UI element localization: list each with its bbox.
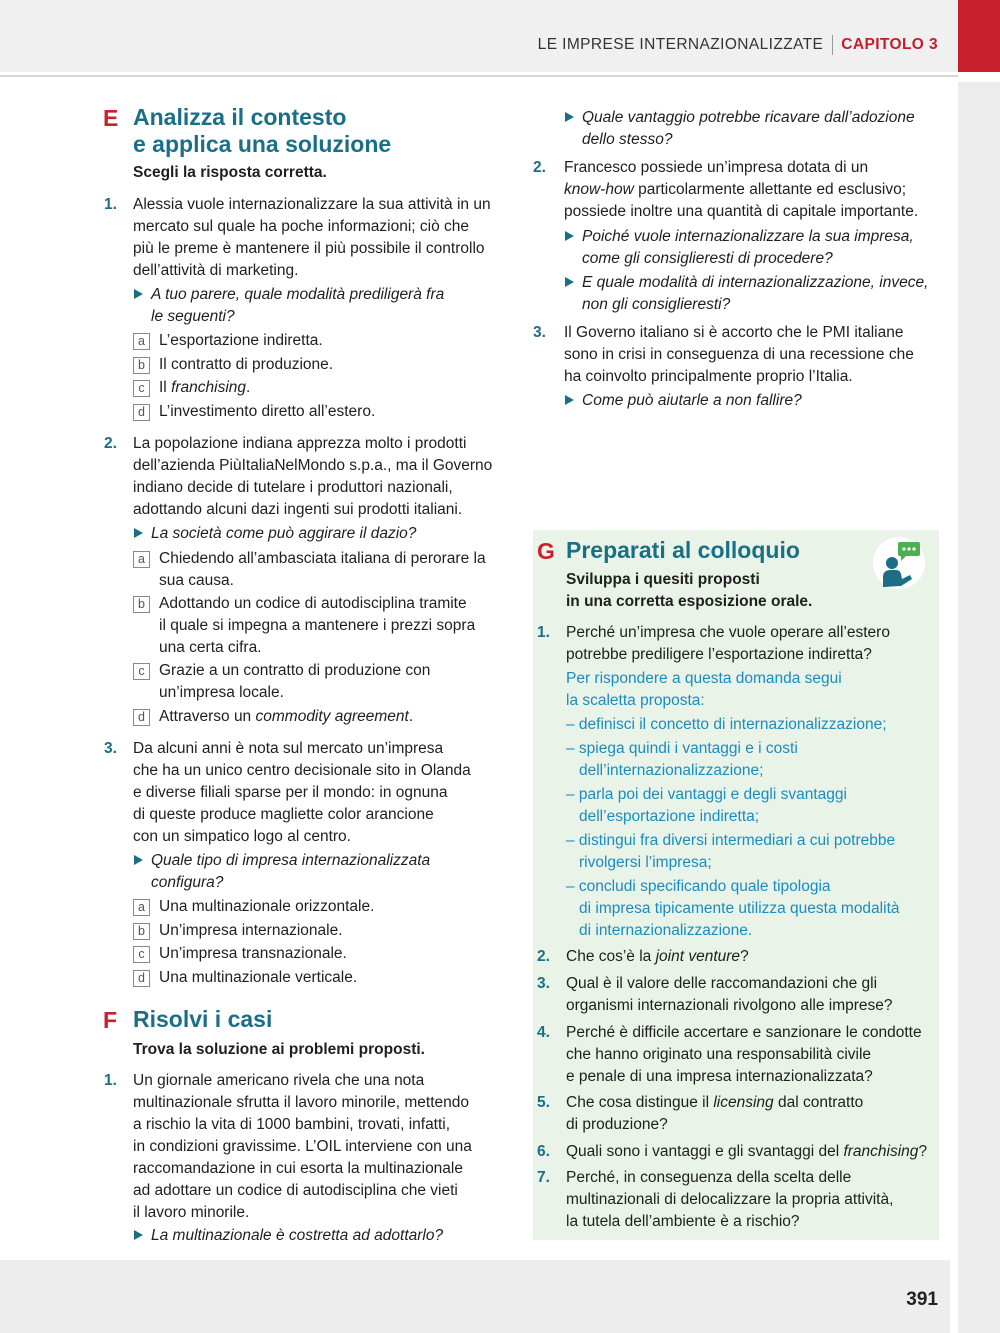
text-span: Quali sono i vantaggi e gli svantaggi del [566, 1143, 844, 1160]
answer-option[interactable] [133, 401, 375, 423]
sub-question [565, 272, 950, 316]
text-line: non gli consiglieresti? [582, 296, 731, 313]
header-rule [0, 75, 958, 77]
answer-option[interactable] [133, 354, 333, 376]
option-text: Una multinazionale orizzontale. [159, 898, 375, 915]
sub-question [134, 523, 514, 545]
question-text [566, 1141, 941, 1163]
text-line: ha coinvolto principalmente proprio l’Italia. [564, 368, 853, 385]
page-number: 391 [906, 1289, 938, 1310]
text-italic: franchising [843, 1143, 919, 1160]
option-key: b [133, 923, 150, 940]
text-line: a rischio la vita di 1000 bambini, trovati, infatti, [133, 1116, 451, 1133]
answer-option[interactable] [133, 377, 250, 399]
text-line: Adottando un codice di autodisciplina tramite [159, 595, 467, 612]
section-letter-f: F [103, 1007, 118, 1033]
option-text: . [408, 708, 414, 725]
option-text: Una multinazionale verticale. [159, 969, 358, 986]
text-italic: licensing [713, 1094, 774, 1111]
section-e-instruction: Scegli la risposta corretta. [133, 164, 327, 181]
option-text: . [246, 379, 251, 396]
text-line: il lavoro minorile. [133, 1204, 250, 1221]
sub-question [134, 284, 514, 328]
chapter-tab [958, 0, 1000, 72]
answer-steps [566, 714, 938, 942]
text-line: e diverse filiali sparse per il mondo: in ognuna [133, 784, 448, 801]
step-line: – parla poi dei vantaggi e degli svantaggi [566, 786, 847, 803]
text-line: raccomandazione in cui esorta la multinazionale [133, 1160, 463, 1177]
text-line: di produzione? [566, 1116, 668, 1133]
answer-option[interactable] [133, 706, 413, 728]
question-text [566, 946, 936, 968]
text-line: dell’attività di marketing. [133, 262, 299, 279]
text-line: Grazie a un contratto di produzione con [159, 662, 431, 679]
section-f-title: Risolvi i casi [133, 1006, 273, 1032]
question-text [133, 1070, 513, 1224]
question-number: 3. [104, 740, 117, 757]
option-key: d [133, 404, 150, 421]
text-span: dal contratto [773, 1094, 864, 1111]
text-line: possiede inoltre una quantità di capitale importante. [564, 203, 919, 220]
text-line: con un simpatico logo al centro. [133, 828, 351, 845]
answer-option[interactable] [133, 967, 357, 989]
text-line: Perché un’impresa che vuole operare all’estero [566, 624, 890, 641]
option-text-italic: franchising [171, 379, 247, 396]
answer-option[interactable] [133, 548, 486, 592]
text-line: Poiché vuole internazionalizzare la sua impresa, [582, 228, 914, 245]
question-text [566, 1022, 946, 1088]
option-key: c [133, 380, 150, 397]
question-number: 2. [533, 159, 546, 176]
answer-option[interactable] [133, 593, 475, 659]
option-key: d [133, 970, 150, 987]
question-text [566, 973, 936, 1017]
option-text: Il contratto di produzione. [159, 356, 334, 373]
text-line: adottando alcuni dazi ingenti sui prodotti italiani. [133, 501, 463, 518]
text-line: Alessia vuole internazionalizzare la sua attività in un [133, 196, 491, 213]
text-italic: know-how [564, 181, 634, 198]
answer-option[interactable] [133, 920, 343, 942]
option-text: Un’impresa internazionale. [159, 922, 343, 939]
option-key: d [133, 709, 150, 726]
text-line: la scaletta proposta: [566, 692, 705, 709]
text-line: La società come può aggirare il dazio? [151, 525, 417, 542]
option-text: L’esportazione indiretta. [159, 332, 323, 349]
question-number: 2. [104, 435, 117, 452]
sub-question [134, 850, 514, 894]
sub-question [565, 390, 945, 412]
text-line: Da alcuni anni è nota sul mercato un’impresa [133, 740, 444, 757]
question-number: 5. [537, 1094, 550, 1111]
section-e-title-line: e applica una soluzione [133, 131, 392, 157]
triangle-bullet-icon [565, 277, 574, 287]
option-key: a [133, 551, 150, 568]
step-line: – definisci il concetto di internazionalizzazione; [566, 716, 887, 733]
text-line: mercato sul quale ha poche informazioni; ciò che [133, 218, 470, 235]
running-header [538, 35, 938, 55]
question-text [133, 738, 513, 848]
text-line: un’impresa locale. [159, 684, 284, 701]
text-span: ? [918, 1143, 928, 1160]
question-text [566, 1092, 936, 1136]
text-line: Qual è il valore delle raccomandazioni che gli [566, 975, 878, 992]
text-line: dello stesso? [582, 131, 673, 148]
text-line: la tutela dell’ambiente è a rischio? [566, 1213, 800, 1230]
question-text [566, 622, 936, 666]
option-text: L’investimento diretto all’estero. [159, 403, 376, 420]
margin-strip [958, 82, 1000, 1333]
sub-question [565, 226, 950, 270]
text-line: e penale di una impresa internazionalizzata? [566, 1068, 873, 1085]
text-line: Un giornale americano rivela che una nota [133, 1072, 425, 1089]
text-span: Che cosa distingue il [566, 1094, 714, 1111]
text-line: multinazionali di delocalizzare la propria attività, [566, 1191, 894, 1208]
text-line: E quale modalità di internazionalizzazione, invece, [582, 274, 929, 291]
text-line: configura? [151, 874, 224, 891]
text-line: il quale si impegna a mantenere i prezzi sopra [159, 617, 476, 634]
text-line: Il Governo italiano si è accorto che le PMI italiane [564, 324, 904, 341]
triangle-bullet-icon [565, 395, 574, 405]
question-number: 3. [537, 975, 550, 992]
triangle-bullet-icon [565, 231, 574, 241]
option-text: Attraverso un [159, 708, 256, 725]
text-line: di queste produce magliette color arancione [133, 806, 434, 823]
text-line: sua causa. [159, 572, 234, 589]
section-g-title: Preparati al colloquio [566, 537, 800, 563]
header-separator [832, 35, 833, 55]
text-line: organismi internazionali rivolgono alle imprese? [566, 997, 893, 1014]
text-line: in una corretta esposizione orale. [566, 593, 813, 610]
answer-option[interactable] [133, 330, 323, 352]
triangle-bullet-icon [134, 855, 143, 865]
text-italic: joint venture [655, 948, 741, 965]
section-f-instruction: Trova la soluzione ai problemi proposti. [133, 1041, 425, 1058]
text-line: Perché, in conseguenza della scelta delle [566, 1169, 852, 1186]
text-line: Come può aiutarle a non fallire? [582, 392, 802, 409]
text-line: La multinazionale è costretta ad adottarlo? [151, 1227, 444, 1244]
option-key: c [133, 946, 150, 963]
answer-option[interactable] [133, 896, 374, 918]
text-line: La popolazione indiana apprezza molto i prodotti [133, 435, 467, 452]
question-number: 2. [537, 948, 550, 965]
triangle-bullet-icon [134, 1230, 143, 1240]
step-line: – distingui fra diversi intermediari a cui potrebbe [566, 832, 896, 849]
text-line: multinazionale sfrutta il lavoro minorile, mettendo [133, 1094, 469, 1111]
sub-question [134, 1225, 514, 1247]
question-number: 1. [537, 624, 550, 641]
text-line: come gli consiglieresti di procedere? [582, 250, 833, 267]
text-line: che hanno originato una responsabilità civile [566, 1046, 872, 1063]
text-line: Chiedendo all’ambasciata italiana di perorare la [159, 550, 486, 567]
text-line: dell’azienda PiùItaliaNelMondo s.p.a., ma il Governo [133, 457, 493, 474]
answer-option[interactable] [133, 660, 430, 704]
step-line: dell’internazionalizzazione; [579, 762, 764, 779]
text-span: ? [740, 948, 749, 965]
step-line: rivolgersi l’impresa; [579, 854, 712, 871]
text-line: Perché è difficile accertare e sanzionare le condotte [566, 1024, 922, 1041]
header-chapter: CAPITOLO 3 [841, 36, 938, 53]
text-line: Quale vantaggio potrebbe ricavare dall’adozione [582, 109, 915, 126]
question-number: 4. [537, 1024, 550, 1041]
step-line: – spiega quindi i vantaggi e i costi [566, 740, 798, 757]
triangle-bullet-icon [565, 112, 574, 122]
question-number: 6. [537, 1143, 550, 1160]
section-g-instruction [566, 569, 812, 613]
text-line: una certa cifra. [159, 639, 262, 656]
answer-hint [566, 668, 936, 712]
section-letter-e: E [103, 105, 119, 131]
text-line: indiano decide di tutelare i produttori nazionali, [133, 479, 453, 496]
speech-bubble-person-icon [873, 537, 925, 589]
text-line: potrebbe prediligere l’esportazione indiretta? [566, 646, 872, 663]
text-line: A tuo parere, quale modalità prediligerà fra [151, 286, 445, 303]
header-title: LE IMPRESE INTERNAZIONALIZZATE [537, 36, 824, 53]
option-key: b [133, 596, 150, 613]
question-text [564, 322, 949, 388]
question-text [133, 433, 518, 521]
step-line: dell’esportazione indiretta; [579, 808, 760, 825]
question-text [564, 157, 949, 223]
text-line: Per rispondere a questa domanda segui [566, 670, 842, 687]
text-line: sono in crisi in conseguenza di una recessione che [564, 346, 914, 363]
option-text-italic: commodity agreement [255, 708, 409, 725]
text-line: che ha un unico centro decisionale sito in Olanda [133, 762, 471, 779]
option-key: a [133, 899, 150, 916]
question-text [566, 1167, 936, 1233]
option-text: Il [159, 379, 172, 396]
option-text: Un’impresa transnazionale. [159, 945, 347, 962]
text-line: più le preme è mantenere il più possibile il controllo [133, 240, 485, 257]
text-line: in condizioni gravissime. L’OIL interviene con una [133, 1138, 472, 1155]
triangle-bullet-icon [134, 289, 143, 299]
text-span: Che cos’è la [566, 948, 656, 965]
question-number: 1. [104, 196, 117, 213]
text-line: Quale tipo di impresa internazionalizzata [151, 852, 431, 869]
text-span: particolarmente allettante ed esclusivo; [633, 181, 907, 198]
section-letter-g: G [537, 538, 555, 564]
footer-band [0, 1260, 950, 1333]
text-line [566, 1092, 936, 1114]
answer-option[interactable] [133, 943, 347, 965]
question-number: 7. [537, 1169, 550, 1186]
question-text [133, 194, 513, 282]
section-e-title [133, 104, 391, 158]
question-number: 3. [533, 324, 546, 341]
text-line: le seguenti? [151, 308, 235, 325]
step-line: di impresa tipicamente utilizza questa modalità [579, 900, 900, 917]
option-key: c [133, 663, 150, 680]
step-line: di internazionalizzazione. [579, 922, 753, 939]
section-e-title-line: Analizza il contesto [133, 104, 347, 130]
text-line [564, 179, 949, 201]
text-line: Sviluppa i quesiti proposti [566, 571, 760, 588]
option-key: a [133, 333, 150, 350]
step-line: – concludi specificando quale tipologia [566, 878, 831, 895]
question-number: 1. [104, 1072, 117, 1089]
sub-question [565, 107, 945, 151]
triangle-bullet-icon [134, 528, 143, 538]
option-key: b [133, 357, 150, 374]
text-line: ad adottare un codice di autodisciplina che vieti [133, 1182, 458, 1199]
text-line: Francesco possiede un’impresa dotata di un [564, 159, 869, 176]
